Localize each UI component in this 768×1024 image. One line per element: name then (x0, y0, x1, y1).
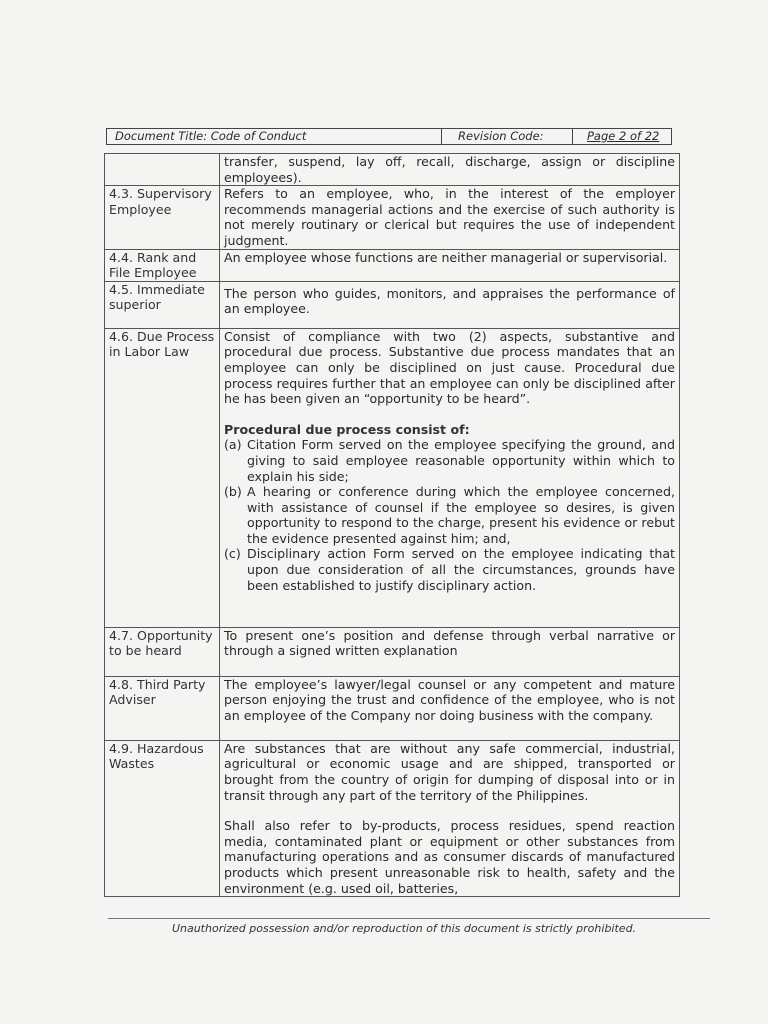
document-header (106, 128, 672, 145)
term-label: 4.7. Opportunity to be heard (105, 627, 220, 676)
list-marker: (c) (224, 546, 241, 562)
term-definition: The person who guides, monitors, and appraises the performance of an employee. (220, 281, 680, 328)
table-row (105, 676, 680, 740)
term-label: 4.5. Immediate superior (105, 281, 220, 328)
revision-code: Revision Code: (442, 129, 573, 144)
term-label: 4.6. Due Process in Labor Law (105, 328, 220, 627)
term-label: 4.3. Supervisory Employee (105, 186, 220, 249)
term-definition: transfer, suspend, lay off, recall, discharge, assign or discipline employees). (220, 154, 680, 186)
definitions-table (104, 153, 680, 897)
document-title: Document Title: Code of Conduct (107, 129, 442, 144)
table-row (105, 740, 680, 896)
footer-divider (108, 918, 710, 919)
list-text: A hearing or conference during which the employee concerned, with assistance of counsel if the employee so desires, is given opportunity to respond to the charge, present his evidence or rebut the evidence presented against him; and, (247, 484, 675, 546)
term-definition-cell (220, 740, 680, 896)
list-item (224, 546, 675, 593)
term-label: 4.4. Rank and File Employee (105, 249, 220, 281)
table-row (105, 328, 680, 627)
page-number: Page 2 of 22 (587, 129, 660, 143)
term-definition-cell (220, 328, 680, 627)
term-definition-continued: Shall also refer to by-products, process residues, spend reaction media, contaminated plant or equipment or other substances from manufacturing operations and as consumer discards of manufactured products which present unreasonable risk to health, safety and the environment (e.g. used oil, batteries, (224, 818, 675, 896)
term-definition: The employee’s lawyer/legal counsel or any competent and mature person enjoying the trust and confidence of the employee, who is not an employee of the Company nor doing business with the company. (220, 676, 680, 740)
table-row (105, 281, 680, 328)
list-item (224, 437, 675, 484)
subheading: Procedural due process consist of: (224, 421, 470, 437)
table-row (105, 249, 680, 281)
term-definition: Are substances that are without any safe commercial, industrial, agricultural or economic usage and are shipped, transported or brought from the country of origin for dumping of disposal into or in transit through any part of the territory of the Philippines. (224, 740, 675, 803)
table-row (105, 627, 680, 676)
term-label (105, 154, 220, 186)
term-definition: To present one’s position and defense through verbal narrative or through a signed written explanation (220, 627, 680, 676)
term-definition: Refers to an employee, who, in the interest of the employer recommends managerial actions and the exercise of such authority is not merely routinary or clerical but requires the use of independent judgment. (220, 186, 680, 249)
list-text: Disciplinary action Form served on the employee indicating that upon due consideration of all the circumstances, grounds have been established to justify disciplinary action. (247, 546, 675, 593)
term-label: 4.9. Hazardous Wastes (105, 740, 220, 896)
list-marker: (a) (224, 437, 242, 453)
term-definition: An employee whose functions are neither managerial or supervisorial. (220, 249, 680, 281)
list-text: Citation Form served on the employee specifying the ground, and giving to said employee reasonable opportunity within which to explain his side; (247, 437, 675, 484)
table-row (105, 154, 680, 186)
footer-notice: Unauthorized possession and/or reproduction of this document is strictly prohibited. (171, 922, 637, 935)
list-item (224, 484, 675, 546)
term-definition: Consist of compliance with two (2) aspects, substantive and procedural due process. Substantive due process mandates that an employee can only be disciplined on just cause. Procedural due process requires further that an employee can only be disciplined after he has been given an “opportunity to be heard”. (224, 328, 675, 407)
table-row (105, 186, 680, 249)
list-marker: (b) (224, 484, 242, 500)
term-label: 4.8. Third Party Adviser (105, 676, 220, 740)
